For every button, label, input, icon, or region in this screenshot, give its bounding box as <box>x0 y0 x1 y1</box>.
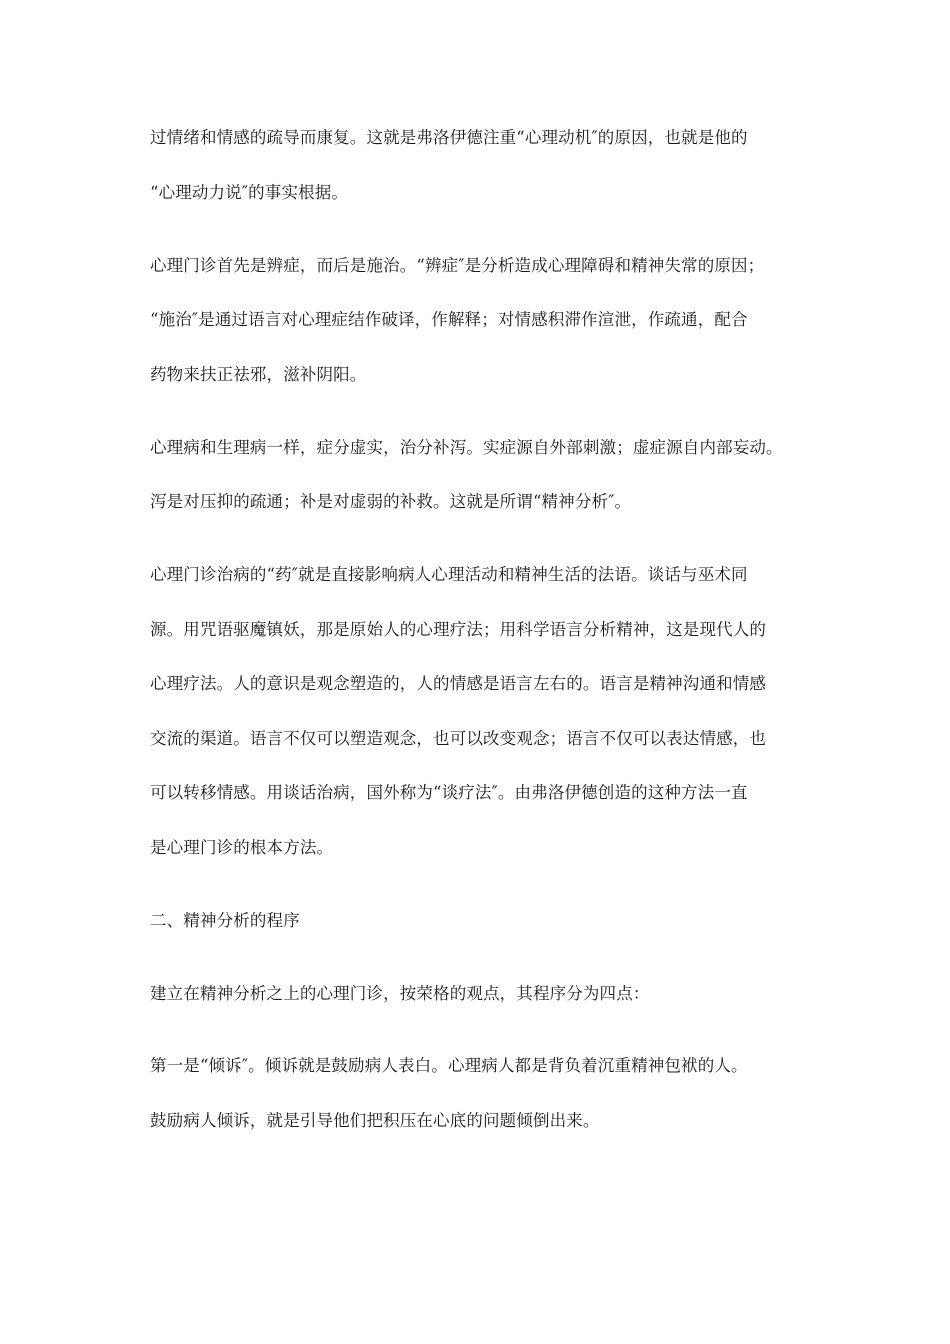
paragraph-2-line-3: 药物来扶正祛邪，滋补阴阳。 <box>150 365 367 384</box>
paragraph-4-line-6: 是心理门诊的根本方法。 <box>150 838 334 857</box>
paragraph-2-line-1: 心理门诊首先是辨症，而后是施治。“辨症″是分析造成心理障碍和精神失常的原因； <box>150 256 765 275</box>
paragraph-3-line-1: 心理病和生理病一样，症分虚实，治分补泻。实症源自外部刺激；虚症源自内部妄动。 <box>150 438 783 457</box>
paragraph-2-line-2: “施治″是通过语言对心理症结作破译，作解释；对情感积滞作渲泄，作疏通，配合 <box>150 310 748 329</box>
section-heading: 二、精神分析的程序 <box>150 911 300 930</box>
paragraph-7-line-2: 鼓励病人倾诉，就是引导他们把积压在心底的问题倾倒出来。 <box>150 1111 600 1130</box>
paragraph-7-line-1: 第一是“倾诉″。倾诉就是鼓励病人表白。心理病人都是背负着沉重精神包袱的人。 <box>150 1056 748 1075</box>
paragraph-3-line-2: 泻是对压抑的疏通；补是对虚弱的补救。这就是所谓“精神分析″。 <box>150 492 632 511</box>
paragraph-4-line-5: 可以转移情感。用谈话治病，国外称为“谈疗法″。由弗洛伊德创造的这种方法一直 <box>150 783 748 802</box>
paragraph-4-line-1: 心理门诊治病的“药″就是直接影响病人心理活动和精神生活的法语。谈话与巫术同 <box>150 565 748 584</box>
paragraph-4-line-4: 交流的渠道。语言不仅可以塑造观念，也可以改变观念；语言不仅可以表达情感，也 <box>150 729 767 748</box>
paragraph-1-line-2: “心理动力说″的事实根据。 <box>150 183 349 202</box>
paragraph-4-line-3: 心理疗法。人的意识是观念塑造的，人的情感是语言左右的。语言是精神沟通和情感 <box>150 674 767 693</box>
paragraph-6-line-1: 建立在精神分析之上的心理门诊，按荣格的观点，其程序分为四点： <box>150 984 650 1003</box>
paragraph-1-line-1: 过情绪和情感的疏导而康复。这就是弗洛伊德注重“心理动机″的原因，也就是他的 <box>150 128 748 147</box>
paragraph-4-line-2: 源。用咒语驱魔镇妖，那是原始人的心理疗法；用科学语言分析精神，这是现代人的 <box>150 620 767 639</box>
